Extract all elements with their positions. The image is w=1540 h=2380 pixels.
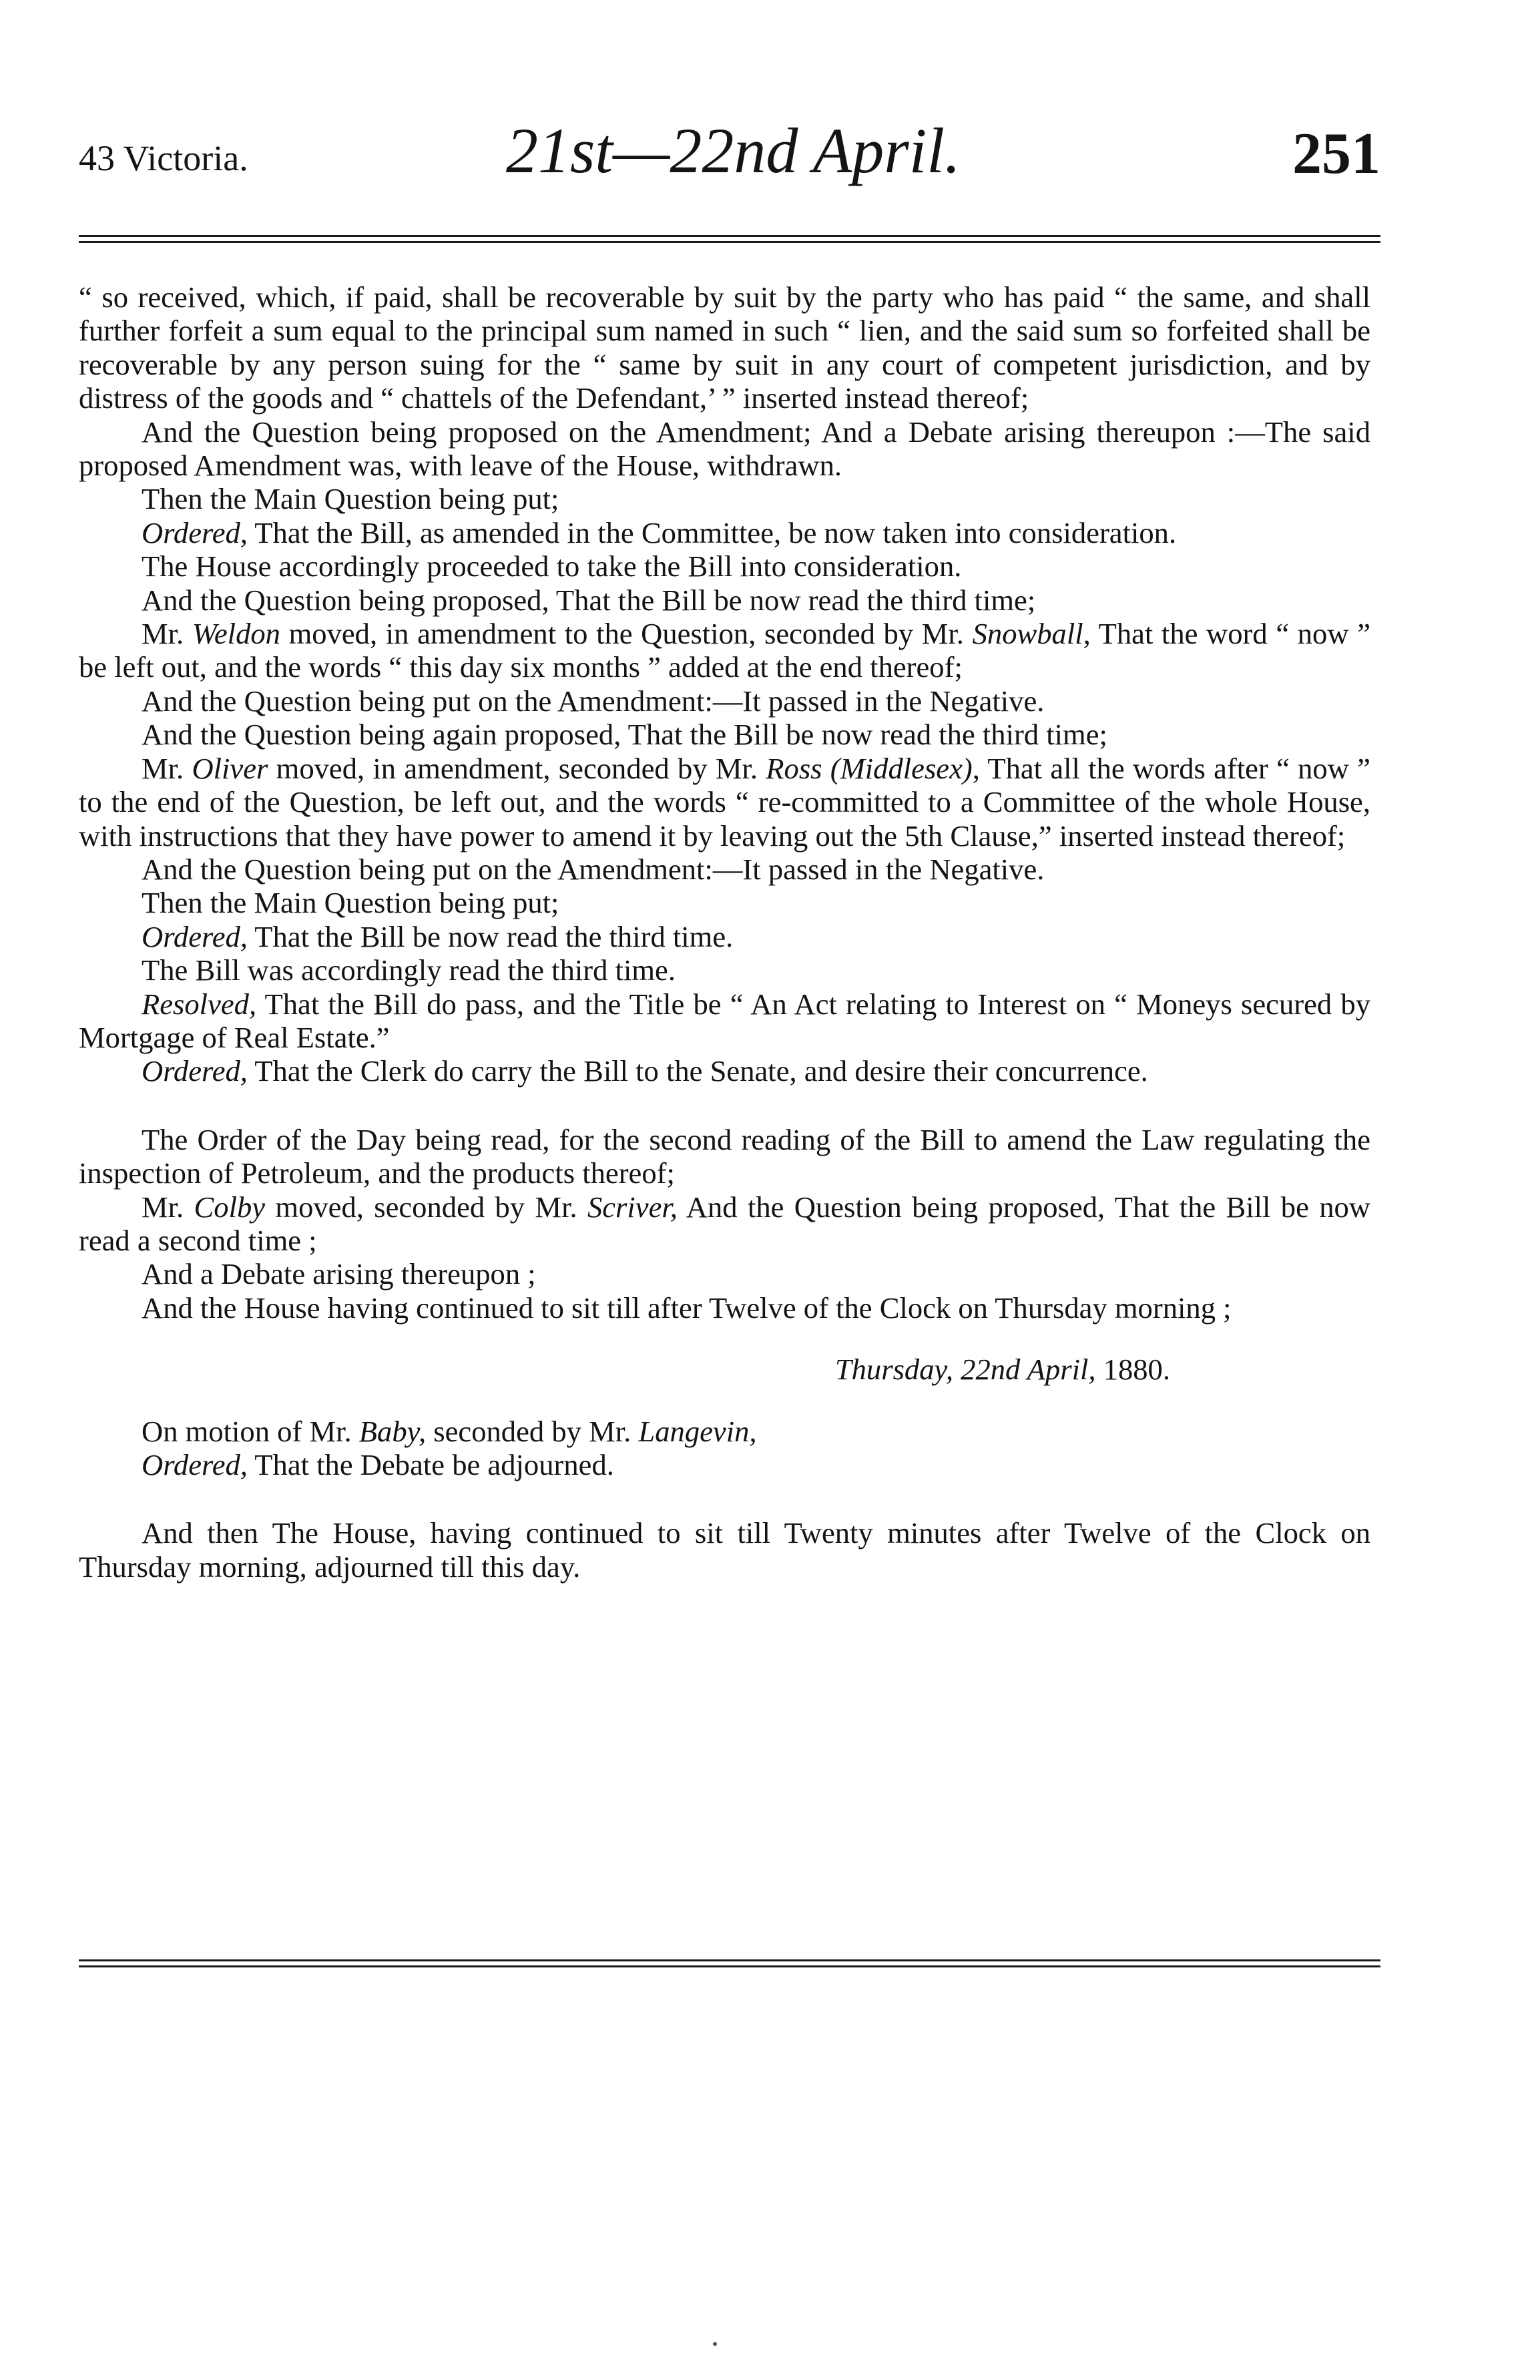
footer-rule — [79, 1959, 1380, 1967]
member-name: Scriver, — [587, 1190, 678, 1224]
paragraph-text: That the Bill, as amended in the Committee, be now taken into consideration. — [247, 515, 1177, 549]
paragraph-text: seconded by Mr. — [426, 1414, 639, 1448]
dateline-year: 1880. — [1095, 1353, 1170, 1387]
paragraph — [79, 920, 1370, 953]
continued-paragraph: “ so received, which, if paid, shall be recoverable by suit by the party who has paid “ the same, and shall further forfeit a sum equal to the principal sum named in such “ lien, and the said sum so forfeited shall be recoverable by any person suing for the “ same by suit in any court of competent jurisdiction, and by distress of the goods and “ chattels of the Defendant,’ ” inserted instead thereof; — [79, 280, 1370, 415]
paragraph: The House accordingly proceeded to take the Bill into consideration. — [142, 549, 962, 583]
print-speck — [713, 2342, 717, 2346]
paragraph: Then the Main Question being put; — [142, 886, 559, 920]
paragraph — [79, 1415, 1370, 1448]
member-name: Oliver — [192, 751, 268, 785]
journal-body — [79, 280, 1370, 1584]
section-gap — [79, 1325, 1370, 1353]
paragraph — [79, 987, 1370, 1055]
member-name: Baby, — [358, 1414, 427, 1448]
ordered-label: Ordered, — [142, 1448, 248, 1481]
ordered-label: Ordered, — [142, 515, 248, 549]
paragraph — [79, 1054, 1370, 1088]
paragraph: And the Question being put on the Amendment:—It passed in the Negative. — [142, 684, 1045, 718]
member-name: Weldon — [192, 617, 280, 651]
paragraph-text: And the Question being proposed, That the Bill be now read a second time ; — [79, 1190, 1371, 1257]
paragraph: And the Question being again proposed, That the Bill be now read the third time; — [142, 718, 1107, 752]
section-gap — [79, 1481, 1370, 1516]
paragraph-text: That the Bill do pass, and the Title be “ An Act relating to Interest on “ Moneys secured by Mortgage of Real Estate.” — [79, 987, 1370, 1054]
date-heading: 21st—22nd April. — [506, 115, 961, 186]
paragraph — [79, 752, 1370, 853]
paragraph-text: That the word “ now ” be left out, and the words “ this day six months ” added at the end thereof; — [79, 617, 1370, 684]
page-number: 251 — [1292, 122, 1380, 186]
header-rule — [79, 235, 1380, 243]
constituency: (Middlesex) — [822, 751, 973, 785]
resolved-label: Resolved, — [142, 987, 257, 1021]
paragraph-text: moved, in amendment to the Question, seconded by Mr. — [280, 617, 973, 651]
member-name: Colby — [194, 1190, 266, 1224]
section-gap — [79, 1088, 1370, 1123]
paragraph — [79, 1190, 1370, 1258]
paragraph-text: moved, seconded by Mr. — [265, 1190, 587, 1224]
paragraph-text: Mr. — [142, 1190, 194, 1224]
paragraph-text: moved, in amendment, seconded by Mr. — [268, 751, 766, 785]
paragraph-text: Mr. — [142, 751, 192, 785]
member-name: Snowball, — [972, 617, 1091, 651]
paragraph-text: That the Debate be adjourned. — [247, 1448, 614, 1481]
section-gap — [79, 1387, 1370, 1415]
paragraph-text: That the Clerk do carry the Bill to the Senate, and desire their concurrence. — [247, 1054, 1148, 1088]
member-name: Langevin, — [638, 1414, 757, 1448]
ordered-label: Ordered, — [142, 1054, 248, 1088]
paragraph: And the Question being put on the Amendment:—It passed in the Negative. — [142, 852, 1045, 886]
member-name: Ross — [766, 751, 822, 785]
paragraph: And the Question being proposed, That the Bill be now read the third time; — [142, 583, 1036, 617]
paragraph: And the House having continued to sit till after Twelve of the Clock on Thursday morning ; — [142, 1290, 1232, 1325]
reign-label: 43 Victoria. — [79, 138, 248, 178]
paragraph-text: Mr. — [142, 617, 192, 651]
paragraph: The Order of the Day being read, for the second reading of the Bill to amend the Law regulating the inspection of Petroleum, and the products thereof; — [79, 1122, 1370, 1190]
paragraph-text: That the Bill be now read the third time. — [247, 919, 734, 953]
dateline-date: Thursday, 22nd April, — [834, 1353, 1096, 1387]
dateline — [79, 1353, 1370, 1386]
paragraph: And the Question being proposed on the Amendment; And a Debate arising thereupon :—The said proposed Amendment was, with leave of the House, withdrawn. — [79, 415, 1370, 483]
paragraph — [79, 617, 1370, 684]
paragraph: Then the Main Question being put; — [142, 482, 559, 516]
paragraph-text: On motion of Mr. — [142, 1414, 359, 1448]
paragraph: And a Debate arising thereupon ; — [142, 1257, 536, 1291]
ordered-label: Ordered, — [142, 919, 248, 953]
paragraph: The Bill was accordingly read the third time. — [142, 953, 676, 987]
page-header — [79, 113, 1380, 207]
paragraph — [79, 516, 1370, 549]
paragraph-text: , That all the words after “ now ” to the end of the Question, be left out, and the words “ re-committed to a Committee of the whole House, with instructions that they have power to amend it by leaving out the 5th Clause,” inserted instead thereof; — [79, 751, 1370, 853]
paragraph: And then The House, having continued to sit till Twenty minutes after Twelve of the Clock on Thursday morning, adjourned till this day. — [79, 1516, 1370, 1584]
paragraph — [79, 1448, 1370, 1481]
